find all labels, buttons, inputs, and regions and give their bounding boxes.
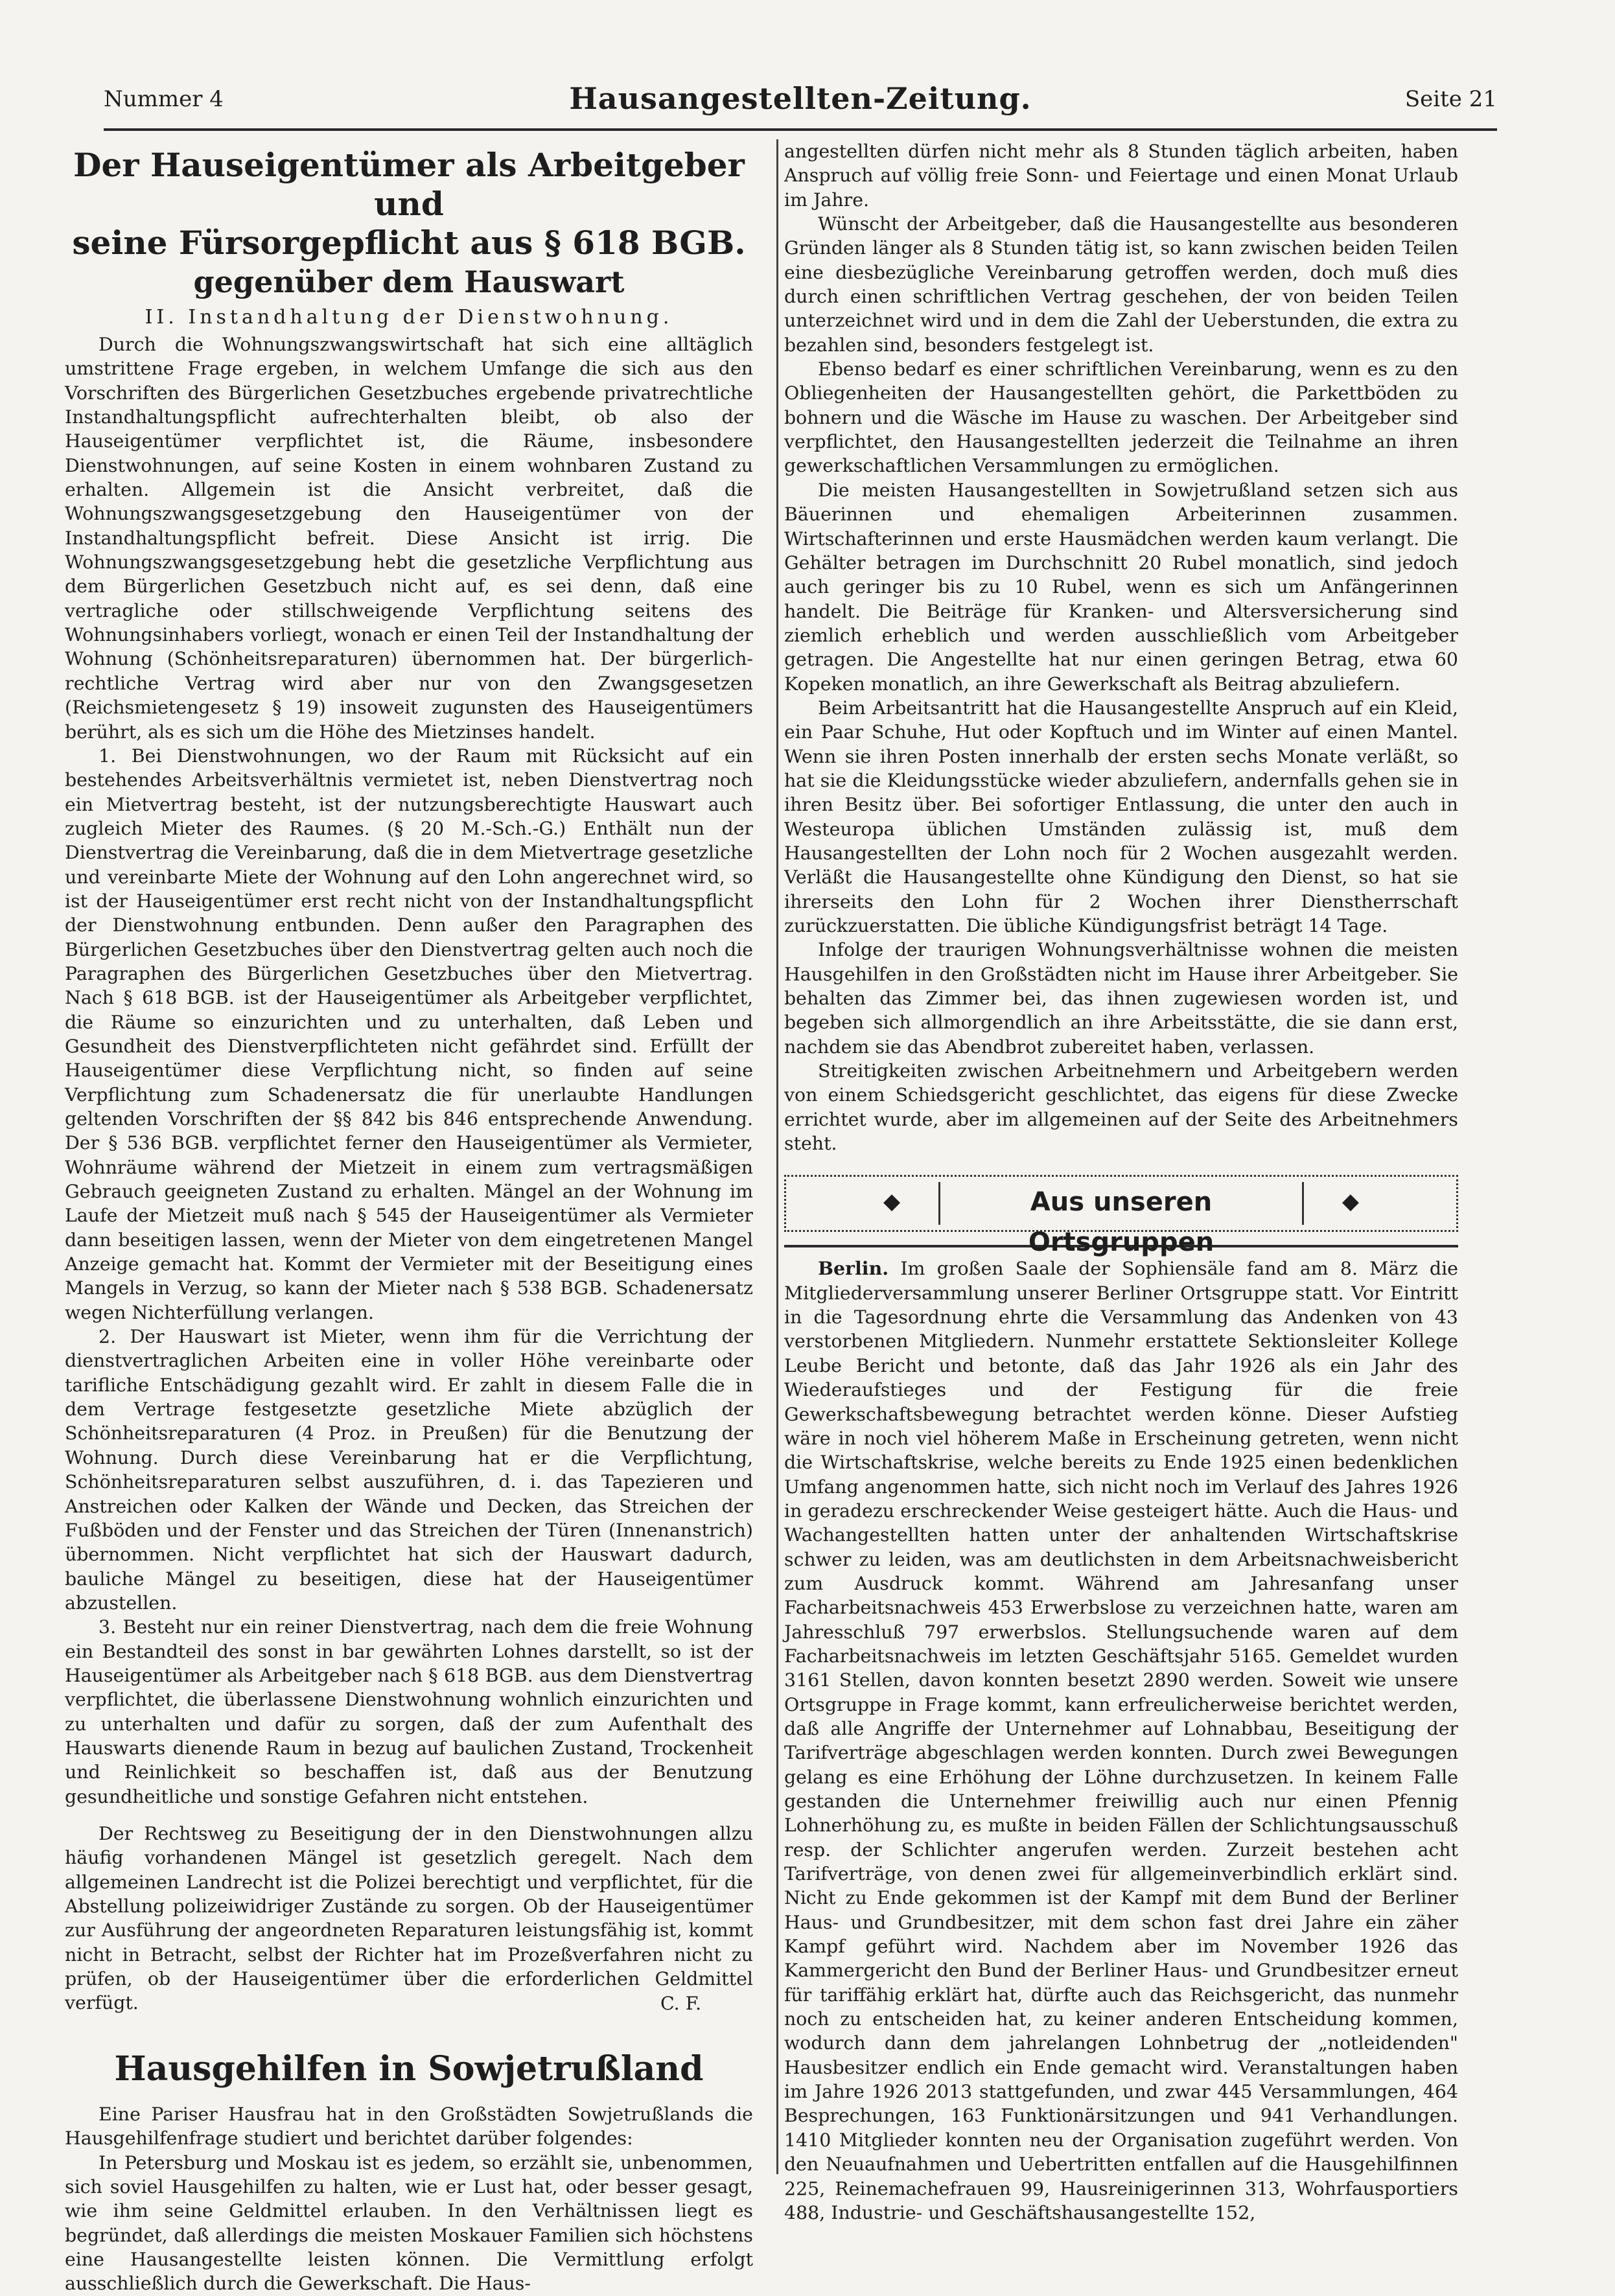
dateline-berlin: Berlin. xyxy=(818,1257,889,1280)
article-paragraph: Der Rechtsweg zu Beseitigung der in den Dienstwohnungen allzu häufig vorhandenen Mängel ist gesetzlich geregelt. Nach dem allgemeinen Landrecht ist die Polizei berechtigt und verpflichtet, für die Abstellung polizeiwidriger Zustände zu sorgen. Ob der Hauseigentümer zur Ausführung der angeordneten Reparaturen leistungsfähig ist, kommt nicht in Betracht, selbst der Richter hat im Prozeßverfahren nicht zu prüfen, ob der Hauseigentümer über die erforderlichen Geldmittel verfügt. xyxy=(65,1822,753,2014)
section-heading: II. Instandhaltung der Dienstwohnung. xyxy=(145,306,673,329)
article-title-sowjetrussland: Hausgehilfen in Sowjetrußland xyxy=(114,2049,704,2089)
berlin-report-text: Im großen Saale der Sophiensäle fand am 8. März die Mitgliederversammlung unserer Berliner Ortsgruppe statt. Vor Eintritt in die Tagesordnung ehrte die Versammlung das Andenken von 43 verstorbenen Mitgliedern. Nunmehr erstattete Sektionsleiter Kollege Leube Bericht und betonte, daß das Jahr 1926 als ein Jahr des Wiederaufstieges und der Festigung für die freie Gewerkschaftsbewegung betrachtet werden könne. Dieser Aufstieg wäre in noch viel höherem Maße in Erscheinung getreten, wenn nicht die Wirtschaftskrise, welche bereits zu Ende 1925 einen bedenklichen Umfang angenommen hatte, sich nicht noch im Verlauf des Jahres 1926 in geradezu erschreckender Weise gesteigert hätte. Auch die Haus- und Wachangestellten hatten unter der anhaltenden Wirtschaftskrise schwer zu leiden, was am deutlichsten in dem Arbeitsnachweisbericht zum Ausdruck kommt. Während am Jahresanfang unser Facharbeitsnachweis 453 Erwerbslose zu verzeichnen hatte, waren am Jahresschluß 797 erwerbslos. Stellungsuchende waren auf dem Facharbeitsnachweis im letzten Geschäftsjahr 5165. Gemeldet wurden 3161 Stellen, davon konnten besetzt 2890 werden. Soweit wie unsere Ortsgruppe in Frage kommt, kann erfreulicherweise berichtet werden, daß alle Angriffe der Unternehmer auf Lohnabbau, Beseitigung der Tarifverträge abgeschlagen werden konnten. Durch zwei Bewegungen gelang es eine Erhöhung der Löhne durchzusetzen. In keinem Falle gestanden die Unternehmer freiwillig auch nur einen Pfennig Lohnerhöhung zu, es mußte in beiden Fällen der Schlichtungsausschuß resp. der Schlichter angerufen werden. Zurzeit bestehen acht Tarifverträge, von denen zwei für allgemeinverbindlich erklärt sind. Nicht zu Ende gekommen ist der Kampf mit dem Bund der Berliner Haus- und Grundbesitzer, mit dem schon fast drei Jahre ein zäher Kampf geführt wird. Nachdem aber im November 1926 das Kammergericht den Bund der Berliner Haus- und Grundbesitzer erneut für tariffähig erklärt hat, dürfte auch das Reichsgericht, das nunmehr noch zu entscheiden hat, zu keiner anderen Entscheidung kommen, wodurch dann dem jahrelangen Lohnbetrug der „notleidenden" Hausbesitzer endlich ein Ende gemacht wird. Veranstaltungen haben im Jahre 1926 2013 stattgefunden, und zwar 445 Versammlungen, 464 Besprechungen, 163 Funktionärsitzungen und 941 Verhandlungen. 1410 Mitglieder konnten neu der Organisation zugeführt werden. Von den Neuaufnahmen und Uebertritten entfallen auf die Hausgehilfinnen 225, Reinemachefrauen 99, Hausreinigerinnen 313, Wohrfausportiers 488, Industrie- und Geschäftshausangestellte 152, xyxy=(784,1258,1458,2223)
right-column xyxy=(784,139,1458,2223)
article-paragraph-berlin xyxy=(784,1257,1458,2225)
article-paragraph: Eine Pariser Hausfrau hat in den Großstädten Sowjetrußlands die Hausgehilfenfrage studiert und berichtet darüber folgendes: xyxy=(65,2104,753,2150)
title-line-2: seine Fürsorgepflicht aus § 618 BGB. xyxy=(72,224,746,262)
author-signature: C. F. xyxy=(660,1992,701,2014)
article-paragraph: Beim Arbeitsantritt hat die Hausangestellte Anspruch auf ein Kleid, ein Paar Schuhe, Hut oder Kopftuch und im Winter auf einen Mantel. Wenn sie ihren Posten innerhalb der ersten sechs Monate verläßt, so hat sie die Kleidungsstücke wieder abzuliefern, andernfalls gehen sie in ihren Besitz über. Bei sofortiger Entlassung, die unter den auch in Westeuropa üblichen Umständen zulässig ist, muß dem Hausangestellten der Lohn noch für 2 Wochen ausgezahlt werden. Verläßt die Hausangestellte ohne Kündigung den Dienst, so hat sie ihrerseits den Lohn für 2 Wochen ihrer Dienstherrschaft zurückzuerstatten. Die übliche Kündigungsfrist beträgt 14 Tage. xyxy=(784,697,1458,936)
article-paragraph: Infolge der traurigen Wohnungsverhältnisse wohnen die meisten Hausgehilfen in den Großstädten nicht im Hause ihrer Arbeitgeber. Sie behalten das Zimmer bei, das ihnen zugewiesen worden ist, und begeben sich allmorgendlich an ihre Arbeitsstätte, die sie dann erst, nachdem sie das Abendbrot zubereitet haben, verlassen. xyxy=(784,939,1458,1058)
column-rule xyxy=(776,139,778,2174)
left-column xyxy=(65,139,753,2295)
article-paragraph: Ebenso bedarf es einer schriftlichen Vereinbarung, wenn es zu den Obliegenheiten der Hausangestellten gehört, die Parkettböden zu bohnern und die Wäsche im Hause zu waschen. Der Arbeitgeber sind verpflichtet, den Hausangestellten jederzeit die Teilnahme an ihren gewerkschaftlichen Versammlungen zu ermöglichen. xyxy=(784,358,1458,477)
title-line-3: gegenüber dem Hauswart xyxy=(193,264,625,299)
title-line-1: Der Hauseigentümer als Arbeitgeber und xyxy=(73,146,745,223)
article-paragraph: 1. Bei Dienstwohnungen, wo der Raum mit Rücksicht auf ein bestehendes Arbeitsverhältnis vermietet ist, neben Dienstvertrag noch ein Mietvertrag besteht, ist der nutzungsberechtigte Hauswart auch zugleich Mieter des Raumes. (§ 20 M.-Sch.-G.) Enthält nun der Dienstvertrag die Vereinbarung, daß die in dem Mietvertrage gesetzliche und vereinbarte Miete der Wohnung auf den Lohn angerechnet wird, so ist der Hauseigentümer erst recht nicht von der Instandhaltungspflicht der Dienstwohnung entbunden. Denn außer den Paragraphen des Bürgerlichen Gesetzbuches über den Dienstvertrag gelten auch noch die Paragraphen des Bürgerlichen Gesetzbuches über den Mietvertrag. Nach § 618 BGB. ist der Hauseigentümer als Arbeitgeber verpflichtet, die Räume so einzurichten und zu unterhalten, daß Leben und Gesundheit des Dienstverpflichteten nicht gefährdet sind. Erfüllt der Hauseigentümer diese Verpflichtung nicht, so finden auf seine Verpflichtung zum Schadenersatz die für unerlaubte Handlungen geltenden Vorschriften der §§ 842 bis 846 entsprechende Anwendung. Der § 536 BGB. verpflichtet ferner den Hauseigentümer als Vermieter, Wohnräume während der Mietzeit in einem zum vertragsmäßigen Gebrauch geeigneten Zustand zu erhalten. Mängel an der Wohnung im Laufe der Mietzeit muß nach § 545 der Hauseigentümer als Vermieter dann beseitigen lassen, wenn der Mieter von dem eingetretenen Mangel Anzeige gemacht hat. Kommt der Vermieter mit der Beseitigung eines Mangels in Verzug, so kann der Mieter nach § 538 BGB. Schadenersatz wegen Nichterfüllung verlangen. xyxy=(65,745,753,1323)
article-paragraph: Durch die Wohnungszwangswirtschaft hat sich eine alltäglich umstrittene Frage ergeben, in welchem Umfange die sich aus den Vorschriften des Bürgerlichen Gesetzbuches ergebende privatrechtliche Instandhaltungspflicht aufrechterhalten bleibt, ob also der Hauseigentümer verpflichtet ist, die Räume, insbesondere Dienstwohnungen, auf seine Kosten in einem wohnbaren Zustand zu erhalten. Allgemein ist die Ansicht verbreitet, daß die Wohnungszwangsgesetzgebung den Hauseigentümer von der Instandhaltungspflicht befreit. Diese Ansicht ist irrig. Die Wohnungszwangsgesetzgebung hebt die gesetzliche Verpflichtung aus dem Bürgerlichen Gesetzbuch nicht auf, es sei denn, daß eine vertragliche oder stillschweigende Verpflichtung seitens des Wohnungsinhabers vorliegt, wonach er einen Teil der Instandhaltung der Wohnung (Schönheitsreparaturen) übernommen hat. Der bürgerlich-rechtliche Vertrag wird aber nur von den Zwangsgesetzen (Reichsmietengesetz § 19) insoweit zugunsten des Hauseigentümers berührt, als es sich um die Höhe des Mietzinses handelt. xyxy=(65,334,753,743)
article-title-hauseigentuemer xyxy=(65,146,753,301)
article-paragraph: Die meisten Hausangestellten in Sowjetrußland setzen sich aus Bäuerinnen und ehemaligen Arbeiterinnen zusammen. Wirtschafterinnen und erste Hausmädchen werden kaum verlangt. Die Gehälter betragen im Durchschnitt 20 Rubel monatlich, sind jedoch auch geringer bis zu 10 Rubel, wenn es sich um Anfängerinnen handelt. Die Beiträge für Kranken- und Altersversicherung sind ziemlich erheblich und werden ausschließlich vom Arbeitgeber getragen. Die Angestellte hat nur einen geringen Betrag, etwa 60 Kopeken monatlich, an ihre Gewerkschaft als Beitrag abzuliefern. xyxy=(784,479,1458,695)
newspaper-title: Hausangestellten-Zeitung. xyxy=(569,81,1032,116)
article-paragraph: 2. Der Hauswart ist Mieter, wenn ihm für die Verrichtung der dienstvertraglichen Arbeiten eine in voller Höhe vereinbarte oder tarifliche Entschädigung gezahlt wird. Er zahlt in diesem Falle die in dem Vertrage festgesetzte gesetzliche Miete abzüglich der Schönheitsreparaturen (4 Proz. in Preußen) für die Benutzung der Wohnung. Durch diese Vereinbarung hat er die Verpflichtung, Schönheitsreparaturen selbst auszuführen, d. i. das Tapezieren und Anstreichen oder Kalken der Wände und Decken, das Streichen der Fußböden und der Fenster und das Streichen der Türen (Innenanstrich) übernommen. Nicht verpflichtet hat sich der Hauswart dadurch, bauliche Mängel zu beseitigen, diese hat der Hauseigentümer abzustellen. xyxy=(65,1326,753,1614)
article-paragraph: angestellten dürfen nicht mehr als 8 Stunden täglich arbeiten, haben Anspruch auf völlig freie Sonn- und Feiertage und einen Monat Urlaub im Jahre. xyxy=(784,141,1458,211)
article-paragraph: Wünscht der Arbeitgeber, daß die Hausangestellte aus besonderen Gründen länger als 8 Stunden tätig ist, so kann zwischen beiden Teilen eine diesbezügliche Vereinbarung getroffen werden, doch muß dies durch einen schriftlichen Vertrag geschehen, der von beiden Teilen unterzeichnet wird und in dem die Zahl der Ueberstunden, die extra zu bezahlen sind, besonders festgelegt ist. xyxy=(784,213,1458,356)
article-paragraph: Streitigkeiten zwischen Arbeitnehmern und Arbeitgebern werden von einem Schiedsgericht geschlichtet, das eigens für diese Zwecke errichtet wurde, aber im allgemeinen auf der Seite des Arbeitnehmers steht. xyxy=(784,1060,1458,1155)
diamond-ornament-icon: ◆ xyxy=(1342,1189,1359,1215)
section-box-label: Aus unseren Ortsgruppen xyxy=(938,1182,1304,1225)
article-paragraph: In Petersburg und Moskau ist es jedem, so erzählt sie, unbenommen, sich soviel Hausgehilfen zu halten, wie er Lust hat, oder besser gesagt, wie ihm seine Geldmittel erlauben. In den Verhältnissen liegt es begründet, daß allerdings die meisten Moskauer Familien sich höchstens eine Hausangestellte leisten können. Die Vermittlung erfolgt ausschließlich durch die Gewerkschaft. Die Haus- xyxy=(65,2151,753,2295)
running-head xyxy=(104,81,1497,126)
article-paragraph: 3. Besteht nur ein reiner Dienstvertrag, nach dem die freie Wohnung ein Bestandteil des sonst in bar gewährten Lohnes darstellt, so ist der Hauseigentümer als Arbeitgeber nach § 618 BGB. aus dem Dienstvertrag verpflichtet, die überlassene Dienstwohnung wohnlich einzurichten und zu unterhalten und dafür zu sorgen, daß der zum Aufenthalt des Hauswarts dienende Raum in bezug auf baulichen Zustand, Trockenheit und Reinlichkeit so beschaffen ist, daß aus der Benutzung gesundheitliche und sonstige Gefahren nicht entstehen. xyxy=(65,1616,753,1807)
header-rule xyxy=(104,128,1497,131)
section-box-ortsgruppen xyxy=(784,1175,1458,1258)
issue-number: Nummer 4 xyxy=(104,86,224,112)
page-number: Seite 21 xyxy=(1404,86,1497,112)
diamond-ornament-icon: ◆ xyxy=(883,1189,901,1215)
